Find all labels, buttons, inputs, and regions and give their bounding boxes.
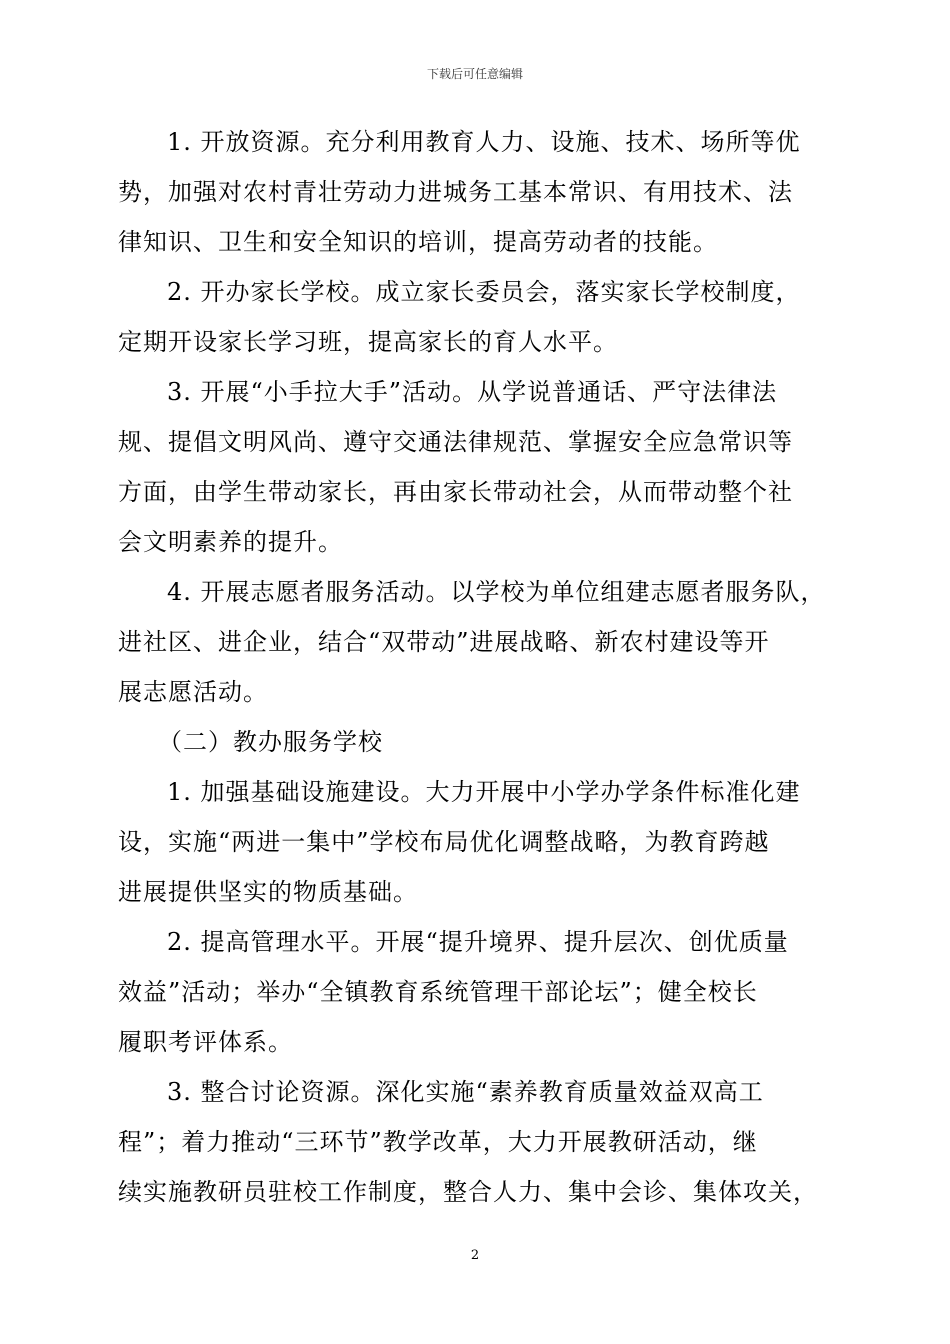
paragraph-4-line-1: 4. 开展志愿者服务活动。以学校为单位组建志愿者服务队， [167,578,826,606]
paragraph-3-line-2: 规、提倡文明风尚、遵守交通法律规范、掌握安全应急常识等 [118,428,793,456]
paragraph-7-line-2: 程”；着力推动“三环节”教学改革，大力开展教研活动，继 [118,1128,758,1156]
paragraph-4-line-2: 进社区、进企业，结合“双带动”进展战略、新农村建设等开 [118,628,770,656]
paragraph-3-line-4: 会文明素养的提升。 [118,528,343,556]
paragraph-4-line-3: 展志愿活动。 [118,678,268,706]
paragraph-1-line-3: 律知识、卫生和安全知识的培训，提高劳动者的技能。 [118,228,718,256]
paragraph-6-line-2: 效益”活动；举办“全镇教育系统管理干部论坛”；健全校长 [118,978,758,1006]
paragraph-1-line-1: 1. 开放资源。充分利用教育人力、设施、技术、场所等优 [167,128,801,156]
paragraph-5-line-3: 进展提供坚实的物质基础。 [118,878,418,906]
paragraph-2-line-2: 定期开设家长学习班，提高家长的育人水平。 [118,328,618,356]
paragraph-5-line-2: 设，实施“两进一集中”学校布局优化调整战略，为教育跨越 [118,828,770,856]
paragraph-2-line-1: 2. 开办家长学校。成立家长委员会，落实家长学校制度， [167,278,801,306]
document-body [118,117,848,1217]
paragraph-5-line-1: 1. 加强基础设施建设。大力开展中小学办学条件标准化建 [167,778,801,806]
paragraph-3-line-1: 3. 开展“小手拉大手”活动。从学说普通话、严守法律法 [167,378,778,406]
section-heading: （二）教办服务学校 [158,728,383,756]
page-header: 下载后可任意编辑 [426,67,523,81]
paragraph-7-line-1: 3. 整合讨论资源。深化实施“素养教育质量效益双高工 [167,1078,764,1106]
paragraph-6-line-3: 履职考评体系。 [118,1028,293,1056]
paragraph-6-line-1: 2. 提高管理水平。开展“提升境界、提升层次、创优质量 [167,928,789,956]
paragraph-7-line-3: 续实施教研员驻校工作制度，整合人力、集中会诊、集体攻关， [118,1178,818,1206]
page-number: 2 [470,1248,480,1263]
paragraph-1-line-2: 势，加强对农村青壮劳动力进城务工基本常识、有用技术、法 [118,178,793,206]
paragraph-3-line-3: 方面，由学生带动家长，再由家长带动社会，从而带动整个社 [118,478,793,506]
